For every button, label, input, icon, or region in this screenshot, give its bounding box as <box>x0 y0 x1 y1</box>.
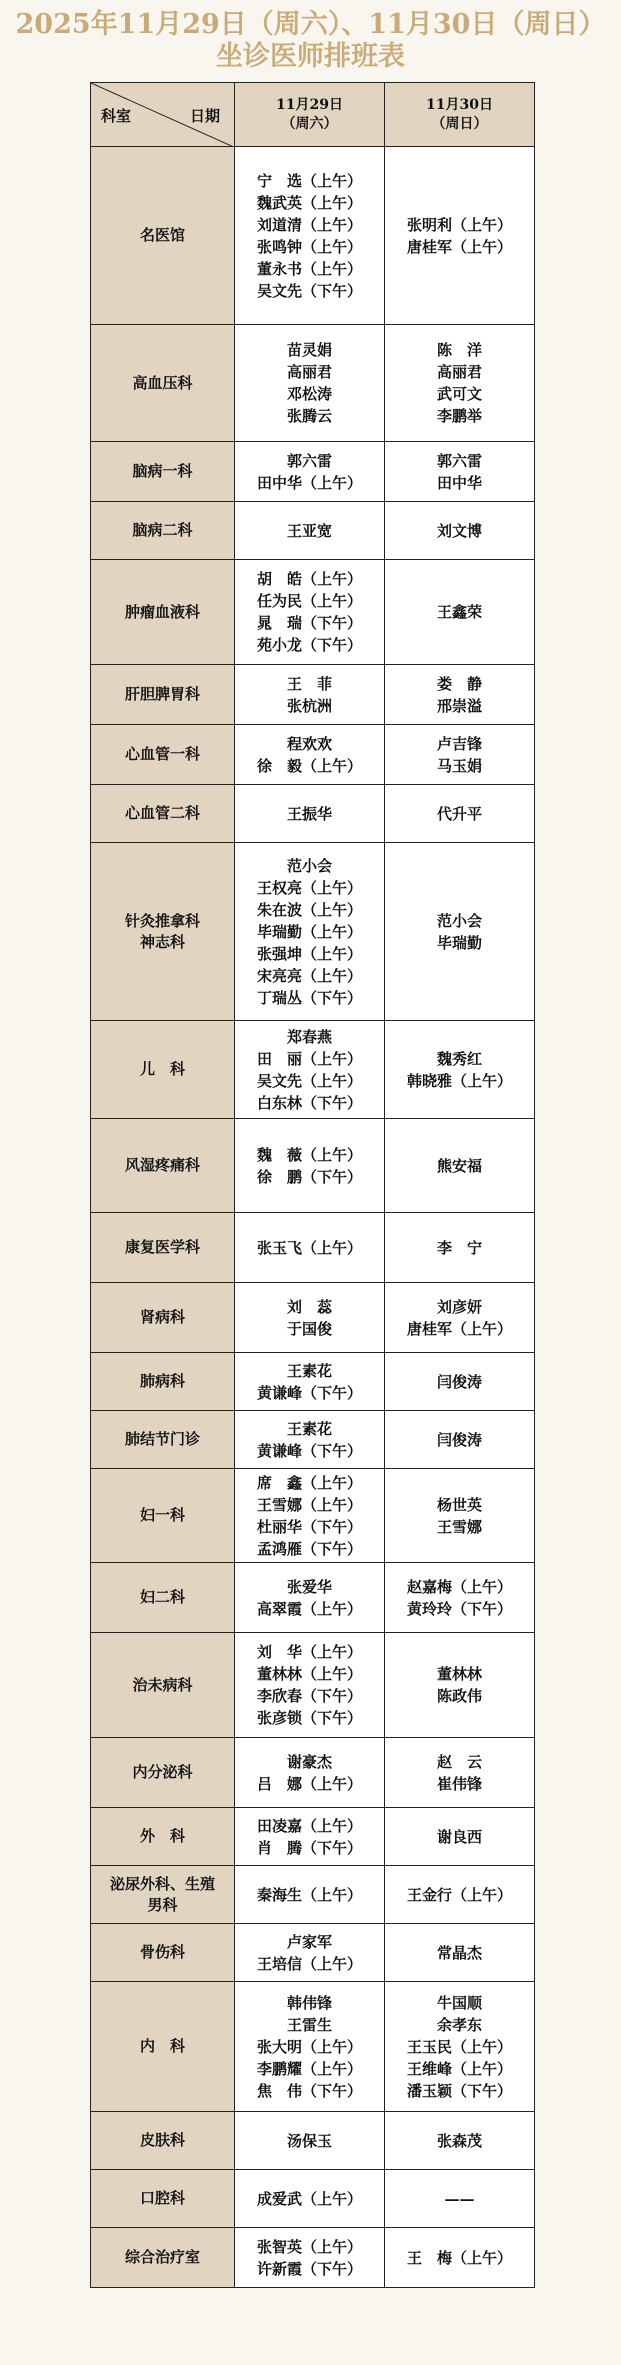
doctor-entry: 王维峰（上午） <box>406 2059 512 2078</box>
sunday-cell <box>384 842 535 1021</box>
doctor-entry: 韩晓雅（上午） <box>406 1071 512 1090</box>
saturday-cell <box>234 559 385 665</box>
sunday-cell <box>384 501 535 560</box>
dept-cell: 脑病一科 <box>90 441 235 502</box>
doctor-entry: 毕瑞勤（上午） <box>256 922 362 941</box>
doctor-entry: 王鑫荣 <box>436 603 482 621</box>
saturday-cell <box>234 1865 385 1924</box>
saturday-cell <box>234 1282 385 1353</box>
doctor-entry: 李欣春（下午） <box>256 1687 362 1705</box>
doctor-entry: 张杭洲 <box>286 696 332 715</box>
saturday-cell <box>234 1981 385 2112</box>
doctor-entry: 郭六雷 <box>286 451 332 470</box>
sunday-cell <box>384 1410 535 1469</box>
doctor-entry: 张玉飞（上午） <box>256 1238 362 1257</box>
dept-cell: 儿 科 <box>90 1020 235 1119</box>
dept-cell: 骨伤科 <box>90 1923 235 1982</box>
doctor-entry: 谢豪杰 <box>286 1752 332 1771</box>
saturday-cell <box>234 1020 385 1119</box>
doctor-entry: 王玉民（上午） <box>406 2037 512 2056</box>
doctor-entry: 于国俊 <box>286 1319 332 1338</box>
doctor-entry: 陈 洋 <box>436 341 482 359</box>
doctor-entry: 李 宁 <box>436 1238 482 1257</box>
doctor-entry: 郭六雷 <box>436 451 482 470</box>
doctor-entry: 闫俊涛 <box>436 1430 482 1449</box>
doctor-entry: 晁 瑞（下午） <box>256 614 362 632</box>
dept-cell: 内分泌科 <box>90 1737 235 1808</box>
doctor-entry: 崔伟锋 <box>436 1774 482 1793</box>
doctor-entry: 常晶杰 <box>436 1943 482 1962</box>
saturday-cell <box>234 664 385 725</box>
dept-cell: 泌尿外科、生殖 男科 <box>90 1865 235 1924</box>
doctor-entry: 宁 选（上午） <box>256 171 362 190</box>
sunday-cell <box>384 1562 535 1633</box>
doctor-entry: 汤保玉 <box>286 2131 332 2150</box>
sunday-cell <box>384 146 535 325</box>
doctor-entry: 席 鑫（上午） <box>256 1473 362 1492</box>
sunday-cell <box>384 664 535 725</box>
doctor-entry: 宋亮亮（上午） <box>256 966 362 985</box>
saturday-cell <box>234 1737 385 1808</box>
saturday-cell <box>234 1923 385 1982</box>
sunday-cell <box>384 1923 535 1982</box>
doctor-entry: 董林林（上午） <box>256 1665 362 1683</box>
doctor-entry: 王素花 <box>286 1361 332 1380</box>
header-date-label: 日期 <box>189 107 220 125</box>
saturday-cell <box>234 324 385 442</box>
sunday-cell <box>384 1632 535 1738</box>
doctor-entry: 卢吉锋 <box>436 734 482 753</box>
saturday-cell <box>234 1352 385 1411</box>
sunday-cell <box>384 1020 535 1119</box>
doctor-entry: 田中华 <box>436 473 482 492</box>
doctor-entry: 黄谦峰（下午） <box>256 1383 362 1402</box>
dept-cell: 心血管二科 <box>90 784 235 843</box>
doctor-entry: 张森茂 <box>436 2131 482 2150</box>
doctor-entry: 朱在波（上午） <box>256 900 362 919</box>
dept-cell: 外 科 <box>90 1807 235 1866</box>
doctor-entry: 王 梅（上午） <box>406 2248 512 2267</box>
doctor-entry: 余孝东 <box>436 2015 482 2034</box>
doctor-entry: 张爱华 <box>286 1577 332 1596</box>
doctor-entry: 娄 静 <box>436 674 482 693</box>
doctor-entry: 熊安福 <box>436 1156 482 1175</box>
sunday-cell <box>384 1352 535 1411</box>
doctor-entry: 王培信（上午） <box>256 1954 362 1973</box>
doctor-entry: 韩伟锋 <box>286 1993 332 2012</box>
doctor-entry: 刘文博 <box>436 521 482 540</box>
header-day1-week: （周六） <box>281 115 338 132</box>
doctor-entry: 成爱武（上午） <box>256 2189 362 2208</box>
sunday-cell <box>384 724 535 785</box>
doctor-entry: 刘彦妍 <box>436 1297 482 1316</box>
doctor-entry: 王雪娜 <box>436 1517 482 1536</box>
dept-cell: 心血管一科 <box>90 724 235 785</box>
sunday-cell <box>384 2111 535 2170</box>
doctor-entry: 王权亮（上午） <box>256 878 362 897</box>
sunday-cell <box>384 1981 535 2112</box>
doctor-entry: 田中华（上午） <box>256 473 362 492</box>
doctor-entry: 赵嘉梅（上午） <box>406 1577 512 1596</box>
dept-cell: 肺结节门诊 <box>90 1410 235 1469</box>
doctor-entry: 邢崇溢 <box>436 696 482 715</box>
saturday-cell <box>234 724 385 785</box>
doctor-entry: 张大明（上午） <box>256 2037 362 2056</box>
doctor-entry: 杨世英 <box>436 1495 482 1514</box>
doctor-entry: 代升平 <box>436 804 482 823</box>
saturday-cell <box>234 146 385 325</box>
sunday-cell <box>384 1807 535 1866</box>
doctor-entry: 刘 华（上午） <box>256 1643 362 1661</box>
dept-cell: 综合治疗室 <box>90 2227 235 2288</box>
doctor-entry: 张智英（上午） <box>256 2237 362 2256</box>
doctor-entry: 许新霞（下午） <box>256 2259 362 2278</box>
saturday-cell <box>234 1807 385 1866</box>
doctor-entry: 魏秀红 <box>436 1049 482 1068</box>
doctor-entry: 苑小龙（下午） <box>256 636 362 654</box>
doctor-entry: 徐 毅（上午） <box>256 756 362 775</box>
doctor-entry: 王亚宽 <box>286 521 332 540</box>
doctor-entry: 丁瑞丛（下午） <box>256 988 362 1007</box>
doctor-entry: 郑春燕 <box>286 1027 332 1046</box>
doctor-entry: 陈政伟 <box>436 1687 482 1705</box>
saturday-cell <box>234 501 385 560</box>
doctor-entry: 秦海生（上午） <box>256 1885 362 1904</box>
sunday-cell <box>384 324 535 442</box>
sunday-cell <box>384 559 535 665</box>
doctor-entry: 黄谦峰（下午） <box>256 1441 362 1460</box>
sunday-cell <box>384 1212 535 1283</box>
doctor-entry: 邓松涛 <box>286 385 332 403</box>
saturday-cell <box>234 1212 385 1283</box>
header-day1-date: 11月29日 <box>276 96 343 113</box>
doctor-entry: 董永书（上午） <box>256 259 362 278</box>
doctor-entry: 李鹏耀（上午） <box>256 2059 362 2078</box>
doctor-entry: 张强坤（上午） <box>256 944 362 963</box>
sunday-cell <box>384 1468 535 1563</box>
doctor-entry: 张腾云 <box>286 407 332 425</box>
doctor-entry: 焦 伟（下午） <box>256 2081 362 2100</box>
dept-cell: 肾病科 <box>90 1282 235 1353</box>
saturday-cell <box>234 2169 385 2228</box>
page-subtitle: 坐诊医师排班表 <box>216 41 405 72</box>
doctor-entry: 王金行（上午） <box>406 1885 512 1904</box>
doctor-entry: 赵 云 <box>436 1752 482 1771</box>
dept-cell: 妇一科 <box>90 1468 235 1563</box>
doctor-entry: 李鹏举 <box>436 407 482 425</box>
saturday-cell <box>234 1468 385 1563</box>
sunday-cell <box>384 784 535 843</box>
doctor-entry: 吴文先（上午） <box>256 1071 362 1090</box>
header-day2 <box>384 82 535 147</box>
dept-cell: 治未病科 <box>90 1632 235 1738</box>
doctor-entry: 王 菲 <box>286 674 332 693</box>
doctor-entry: 孟鸿雁（下午） <box>256 1539 362 1558</box>
doctor-entry: 王振华 <box>286 804 332 823</box>
doctor-entry: 吴文先（下午） <box>256 281 362 300</box>
doctor-entry: 武可文 <box>436 385 482 403</box>
doctor-entry: 胡 皓（上午） <box>256 570 362 588</box>
saturday-cell <box>234 1562 385 1633</box>
doctor-entry: 刘 蕊 <box>286 1297 332 1316</box>
doctor-entry: 闫俊涛 <box>436 1372 482 1391</box>
schedule-table <box>90 82 535 2338</box>
dept-cell: 脑病二科 <box>90 501 235 560</box>
doctor-entry: 董林林 <box>436 1665 482 1683</box>
saturday-cell <box>234 1632 385 1738</box>
doctor-entry: 张彦锁（下午） <box>256 1709 362 1727</box>
doctor-entry: 潘玉颖（下午） <box>406 2081 512 2100</box>
doctor-entry: 张鸣钟（上午） <box>256 237 362 256</box>
sunday-cell <box>384 1737 535 1808</box>
saturday-cell <box>234 784 385 843</box>
sunday-cell <box>384 2169 535 2228</box>
dept-cell: 肝胆脾胃科 <box>90 664 235 725</box>
doctor-entry: 田凌嘉（上午） <box>256 1816 362 1835</box>
doctor-entry: 程欢欢 <box>286 734 332 753</box>
header-day2-week: （周日） <box>431 115 488 132</box>
sunday-cell <box>384 1118 535 1213</box>
doctor-entry: 白东林（下午） <box>256 1093 362 1112</box>
dept-cell: 内 科 <box>90 1981 235 2112</box>
sunday-cell <box>384 1865 535 1924</box>
doctor-entry: 马玉娟 <box>436 756 482 775</box>
doctor-entry: 王素花 <box>286 1419 332 1438</box>
doctor-entry: 唐桂军（上午） <box>406 237 512 256</box>
doctor-entry: 高丽君 <box>436 363 482 381</box>
saturday-cell <box>234 2111 385 2170</box>
dept-cell: 针灸推拿科 神志科 <box>90 842 235 1021</box>
doctor-entry: 范小会 <box>436 911 482 930</box>
saturday-cell <box>234 1118 385 1213</box>
dept-cell: 康复医学科 <box>90 1212 235 1283</box>
doctor-entry: 张明利（上午） <box>406 215 512 234</box>
doctor-entry: 刘道清（上午） <box>256 215 362 234</box>
doctor-entry: 杜丽华（下午） <box>256 1517 362 1536</box>
doctor-entry: 王雷生 <box>286 2015 332 2034</box>
doctor-entry: 谢良西 <box>436 1827 482 1846</box>
doctor-entry: 肖 腾（下午） <box>256 1838 362 1857</box>
dept-cell: 风湿疼痛科 <box>90 1118 235 1213</box>
saturday-cell <box>234 2227 385 2288</box>
doctor-entry: 苗灵娟 <box>286 341 332 359</box>
header-day1 <box>234 82 385 147</box>
dept-cell: 皮肤科 <box>90 2111 235 2170</box>
sunday-cell <box>384 2227 535 2288</box>
doctor-entry: 毕瑞勤 <box>436 933 482 952</box>
doctor-entry: 魏 薇（上午） <box>256 1145 362 1164</box>
doctor-entry: —— <box>444 2189 475 2208</box>
doctor-entry: 牛国顺 <box>436 1993 482 2012</box>
doctor-entry: 高丽君 <box>286 363 332 381</box>
sunday-cell <box>384 1282 535 1353</box>
doctor-entry: 田 丽（上午） <box>256 1049 362 1068</box>
dept-cell: 名医馆 <box>90 146 235 325</box>
page-title: 2025年11月29日（周六）、11月30日（周日） <box>15 9 606 40</box>
doctor-entry: 吕 娜（上午） <box>256 1774 362 1793</box>
doctor-entry: 任为民（上午） <box>256 592 362 610</box>
header-day2-date: 11月30日 <box>426 96 493 113</box>
saturday-cell <box>234 1410 385 1469</box>
doctor-entry: 唐桂军（上午） <box>406 1319 512 1338</box>
header-corner-cell <box>90 82 235 147</box>
doctor-entry: 魏武英（上午） <box>256 193 362 212</box>
sunday-cell <box>384 441 535 502</box>
saturday-cell <box>234 842 385 1021</box>
doctor-entry: 高翠霞（上午） <box>256 1599 362 1618</box>
doctor-entry: 王雪娜（上午） <box>256 1495 362 1514</box>
dept-cell: 肿瘤血液科 <box>90 559 235 665</box>
dept-cell: 肺病科 <box>90 1352 235 1411</box>
header-dept-label: 科室 <box>101 107 132 125</box>
dept-cell: 口腔科 <box>90 2169 235 2228</box>
doctor-entry: 徐 鹏（下午） <box>256 1167 362 1186</box>
dept-cell: 高血压科 <box>90 324 235 442</box>
doctor-entry: 黄玲玲（下午） <box>406 1599 512 1618</box>
dept-cell: 妇二科 <box>90 1562 235 1633</box>
doctor-entry: 卢家军 <box>286 1932 332 1951</box>
saturday-cell <box>234 441 385 502</box>
doctor-entry: 范小会 <box>286 856 332 875</box>
